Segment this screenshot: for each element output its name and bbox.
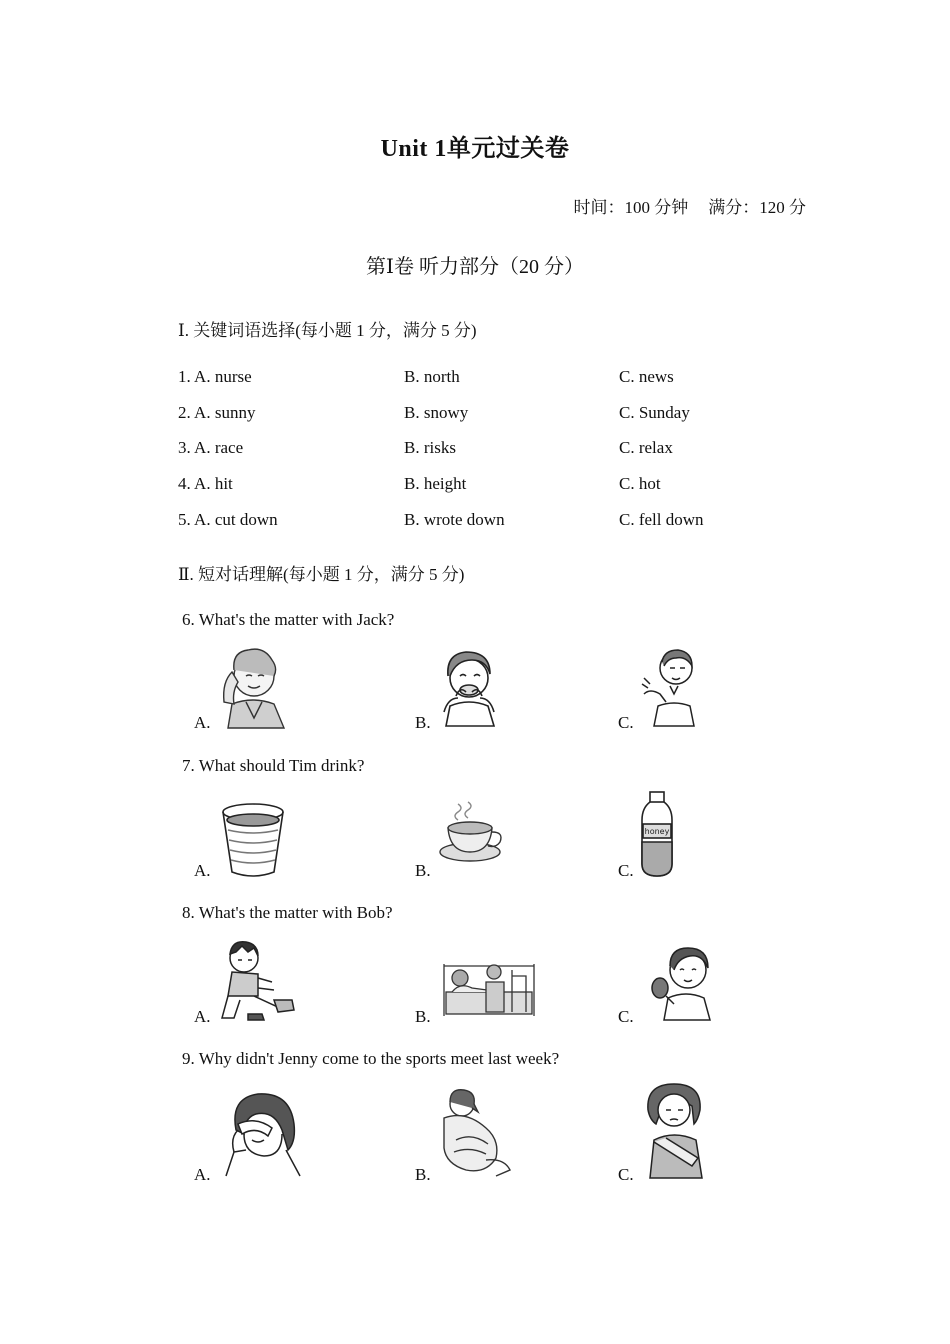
option-label-c: C.: [618, 1165, 634, 1184]
mc-row: [178, 474, 878, 498]
exam-meta: [574, 193, 807, 218]
honey-bottle-icon: [640, 790, 674, 878]
exam-score: 满分：120 分: [708, 198, 806, 217]
stomachache-woman-icon: [436, 1088, 514, 1178]
question-7: 7. What should Tim drink?: [182, 756, 365, 775]
exam-time: 时间：100 分钟: [573, 198, 689, 217]
page-title: Unit 1单元过关卷: [380, 136, 570, 162]
eating-boy-icon: [648, 944, 722, 1022]
section1-heading: Ⅰ. 关键词语选择(每小题 1 分，满分 5 分): [178, 321, 477, 340]
section2-heading: Ⅱ. 短对话理解(每小题 1 分，满分 5 分): [178, 565, 465, 584]
question-8: 8. What's the matter with Bob?: [182, 903, 393, 922]
headache-woman-icon: [216, 1090, 308, 1178]
mc-option-c: C. news: [619, 367, 674, 386]
option-label-a: A.: [194, 1165, 211, 1184]
mc-option-a: 4. A. hit: [178, 474, 233, 493]
option-label-c: C.: [618, 861, 634, 880]
bottle-label: honey: [644, 827, 670, 836]
mc-option-b: B. wrote down: [404, 510, 505, 529]
option-label-b: B.: [415, 713, 431, 732]
hot-tea-icon: [438, 800, 506, 864]
mc-option-a: 1. A. nurse: [178, 367, 252, 386]
sore-throat-man-icon: [640, 644, 704, 728]
mc-option-b: B. north: [404, 367, 460, 386]
mc-row: [178, 438, 878, 462]
mc-option-c: C. fell down: [619, 510, 704, 529]
mc-option-c: C. hot: [619, 474, 661, 493]
toothache-boy-icon: [218, 642, 288, 730]
arm-sling-woman-icon: [640, 1080, 710, 1180]
mc-option-b: B. risks: [404, 438, 456, 457]
option-label-b: B.: [415, 1165, 431, 1184]
option-label-a: A.: [194, 861, 211, 880]
option-label-b: B.: [415, 861, 431, 880]
question-6: 6. What's the matter with Jack?: [182, 610, 395, 629]
mc-option-c: C. Sunday: [619, 403, 690, 422]
mc-option-a: 2. A. sunny: [178, 403, 256, 422]
part-title: 第Ⅰ卷 听力部分（20 分）: [366, 256, 584, 278]
mc-row: [178, 510, 878, 534]
mc-option-b: B. height: [404, 474, 467, 493]
option-label-c: C.: [618, 1007, 634, 1026]
mc-option-c: C. relax: [619, 438, 673, 457]
option-label-c: C.: [618, 713, 634, 732]
glass-of-water-icon: [220, 802, 286, 878]
question-9: 9. Why didn't Jenny come to the sports meet last week?: [182, 1049, 560, 1068]
mc-option-a: 3. A. race: [178, 438, 244, 457]
mc-option-b: B. snowy: [404, 403, 469, 422]
coughing-boy-icon: [436, 646, 502, 728]
option-label-a: A.: [194, 713, 211, 732]
mc-row: [178, 367, 878, 391]
option-label-b: B.: [415, 1007, 431, 1026]
mc-row: [178, 403, 878, 427]
hospital-bed-icon: [442, 962, 536, 1018]
option-label-a: A.: [194, 1007, 211, 1026]
hurt-knee-boy-icon: [218, 938, 298, 1022]
mc-option-a: 5. A. cut down: [178, 510, 278, 529]
